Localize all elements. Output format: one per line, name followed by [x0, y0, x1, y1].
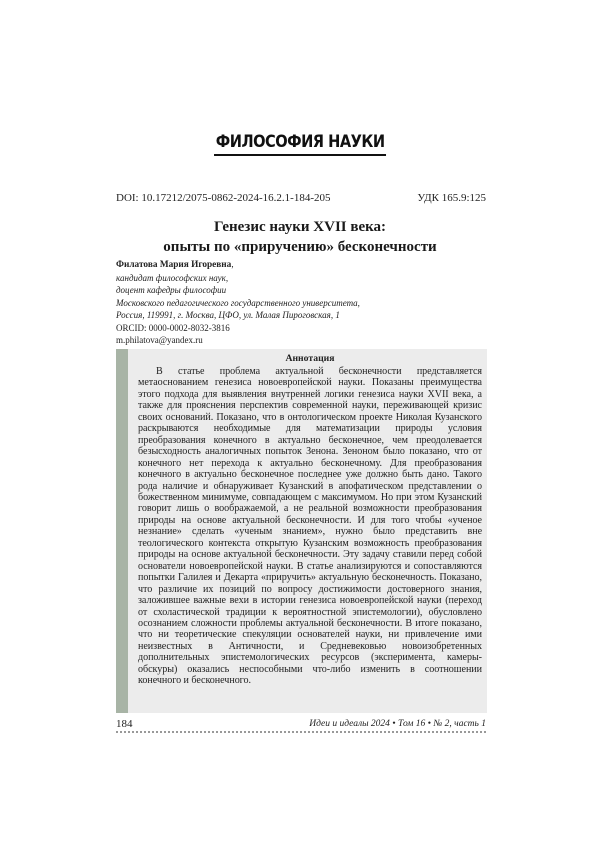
abstract-heading: Аннотация: [285, 353, 335, 364]
page-number: 184: [116, 718, 133, 730]
abstract-box: [116, 349, 487, 713]
author-position: доцент кафедры философии: [116, 285, 227, 295]
abstract-text: В статье проблема актуальной бесконечности представляется метаоснованием генезиса новоевропейской науки. Показаны преимущества этого подхода для выявления внутренней логики генезиса науки XVII века, а также для прояснения перспектив современной науки, переживающей кризис своих оснований. Показано, что в онтологическом проекте Николая Кузанского раскрываются необходимые для математизации природы условия преобразования конечного в актуально бесконечное, чем преодолевается безысходность аналогичных попыток Зенона. Зеноном было показано, что от конечного нет перехода к актуально бесконечному. Для преобразования конечного в актуально бесконечное последнее уже должно быть дано. Такого рода наличие и обнаруживает Кузанский в апофатическом представлении о божественном минимуме, совпадающем с максимумом. Но при этом Кузанский говорит лишь о воображаемой, а не реальной возможности преобразования природы на основе актуальной бесконечности. И для того чтобы «ученое незнание» сделать «ученым знанием», нужно было представить вне теологического контекста открытую Кузанским возможность преобразования природы на основе актуальной бесконечности. Эту задачу ставили перед собой основатели новоевропейской науки. В статье анализируются и сопоставляются попытки Галилея и Декарта «приручить» актуальную бесконечность. Показано, что различие их позиций по вопросу достижимости достоверного знания, заложившее важные вехи в истории генезиса новоевропейской науки (переход от схоластической традиции к вероятностной эпистемологии), обусловлено осознанием сложности проблемы актуальной бесконечности. В итоге показано, что ни теоретические спекуляции основателей науки, ни привлечение ими неизвестных в Античности, и Средневековью новоизобретенных дополнительных эпистемологических ресурсов (эксперимента, камеры-обскуры) оказались неспособными что-либо изменить в соотношении конечного и бесконечного.: [138, 366, 482, 687]
doi: DOI: 10.17212/2075-0862-2024-16.2.1-184-205: [116, 192, 331, 204]
author-university: Московского педагогического государственного университета,: [116, 297, 360, 308]
article-title-line-2: опыты по «приручению» бесконечности: [163, 239, 437, 255]
author-degree: кандидат философских наук,: [116, 272, 229, 283]
author-address: Россия, 119991, г. Москва, ЦФО, ул. Малая Пироговская, 1: [116, 310, 340, 320]
section-title-text: ФИЛОСОФИЯ НАУКИ: [214, 132, 386, 156]
doi-line: [116, 192, 486, 204]
journal-reference: Идеи и идеалы 2024 • Том 16 • № 2, часть 1: [309, 719, 486, 729]
author-name-line: [116, 258, 360, 272]
section-title: [0, 132, 600, 156]
article-title-line-1: Генезис науки XVII века:: [213, 219, 387, 235]
author-name: Филатова Мария Игоревна: [116, 260, 232, 270]
article-title: [0, 217, 600, 257]
udk: УДК 165.9:125: [417, 192, 486, 204]
footer-divider: [116, 731, 486, 733]
author-orcid: ORCID: 0000-0002-8032-3816: [116, 322, 230, 333]
author-name-suffix: ,: [231, 259, 234, 269]
author-email[interactable]: m.philatova@yandex.ru: [116, 335, 203, 345]
author-block: [116, 258, 360, 347]
